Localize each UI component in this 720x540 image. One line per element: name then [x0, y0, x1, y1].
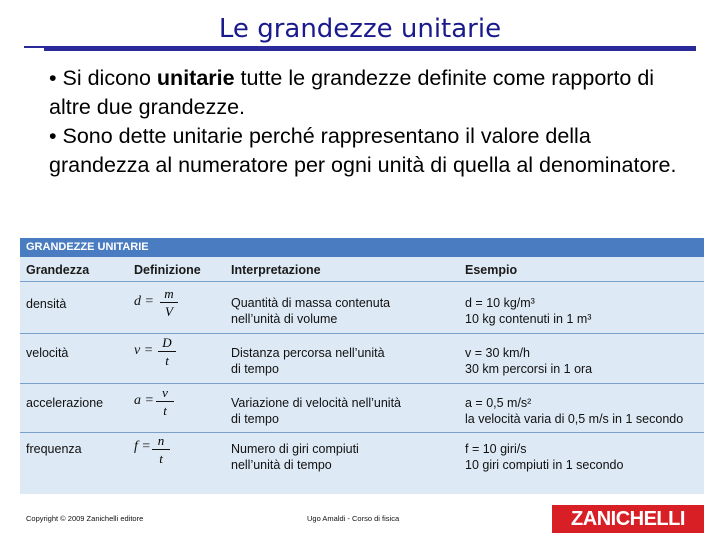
unit-quantities-table — [20, 238, 704, 494]
row-accelerazione-example-line1: a = 0,5 m/s² — [465, 396, 532, 410]
row-divider — [20, 383, 704, 384]
row-densita-denominator: V — [165, 304, 173, 319]
row-frequenza-lhs: f = — [134, 439, 151, 454]
row-accelerazione-example-line2: la velocità varia di 0,5 m/s in 1 secondo — [465, 412, 684, 426]
row-accelerazione-interp-line2: di tempo — [231, 412, 279, 426]
bullet-1-text: • Si dicono — [49, 66, 157, 90]
page-title: Le grandezze unitarie — [218, 14, 502, 44]
row-divider — [20, 432, 704, 433]
row-accelerazione-interp-line1: Variazione di velocità nell’unità — [231, 396, 402, 410]
bullet-item-1 — [49, 64, 689, 122]
row-accelerazione-interp — [231, 395, 401, 427]
title-underline — [44, 46, 696, 51]
row-frequenza-fraction — [152, 433, 170, 466]
fraction-bar — [152, 449, 170, 450]
row-frequenza-interp — [231, 441, 359, 473]
row-frequenza-denominator: t — [159, 451, 163, 466]
bullet-1-bold: unitarie — [156, 66, 235, 90]
row-velocita-name: velocità — [26, 346, 69, 360]
header-definizione: Definizione — [134, 263, 201, 277]
fraction-bar — [160, 302, 178, 303]
footer-copyright: Copyright © 2009 Zanichelli editore — [26, 514, 144, 523]
bullet-2-text: • Sono dette unitarie perché rappresentano il valore della grandezza al numeratore per ogni unità di quella al denominatore. — [49, 124, 677, 177]
row-velocita-interp-line2: di tempo — [231, 362, 279, 376]
row-frequenza-example-line2: 10 giri compiuti in 1 secondo — [465, 458, 624, 472]
row-densita-interp-line2: nell’unità di volume — [231, 312, 338, 326]
header-divider — [20, 281, 704, 282]
row-densita-lhs: d = — [134, 294, 154, 309]
row-densita-name: densità — [26, 297, 67, 311]
row-frequenza-numerator: n — [157, 433, 165, 448]
row-velocita-example-line1: v = 30 km/h — [465, 346, 530, 360]
row-velocita-example-line2: 30 km percorsi in 1 ora — [465, 362, 593, 376]
row-densita-example-line1: d = 10 kg/m³ — [465, 296, 535, 310]
row-velocita-fraction — [158, 335, 176, 368]
row-frequenza-interp-line1: Numero di giri compiuti — [231, 442, 359, 456]
row-densita-fraction — [160, 286, 178, 319]
zanichelli-logo: ZANICHELLI — [552, 505, 704, 533]
bullet-list — [49, 64, 689, 180]
fraction-bar — [156, 401, 174, 402]
row-accelerazione-denominator: t — [163, 403, 167, 418]
bullet-item-2 — [49, 122, 689, 180]
footer-author: Ugo Amaldi - Corso di fisica — [307, 514, 400, 523]
row-densita-example — [465, 295, 591, 327]
row-frequenza-example — [465, 441, 623, 473]
row-velocita-numerator: D — [162, 335, 172, 350]
row-velocita-lhs: v = — [134, 343, 154, 358]
bullet-1-suffix: tutte le grandezze definite come rapporto di altre due grandezze. — [49, 66, 655, 119]
row-velocita-example — [465, 345, 592, 377]
fraction-bar — [158, 351, 176, 352]
row-accelerazione-fraction — [156, 385, 174, 418]
row-accelerazione-example — [465, 395, 683, 427]
table-title-bar — [20, 238, 704, 257]
row-accelerazione-lhs: a = — [134, 393, 154, 408]
row-velocita-interp — [231, 345, 385, 377]
row-accelerazione-numerator: v — [162, 385, 168, 400]
row-frequenza-interp-line2: nell’unità di tempo — [231, 458, 332, 472]
row-frequenza-example-line1: f = 10 giri/s — [465, 442, 527, 456]
row-velocita-denominator: t — [165, 353, 169, 368]
row-densita-interp-line1: Quantità di massa contenuta — [231, 296, 391, 310]
header-esempio: Esempio — [465, 263, 518, 277]
row-frequenza-name: frequenza — [26, 442, 82, 456]
header-grandezza: Grandezza — [26, 263, 90, 277]
title-underline-left — [24, 46, 46, 48]
header-interpretazione: Interpretazione — [231, 263, 321, 277]
row-velocita-interp-line1: Distanza percorsa nell’unità — [231, 346, 385, 360]
row-densita-interp — [231, 295, 390, 327]
row-densita-example-line2: 10 kg contenuti in 1 m³ — [465, 312, 592, 326]
row-accelerazione-name: accelerazione — [26, 396, 104, 410]
row-divider — [20, 333, 704, 334]
row-densita-numerator: m — [164, 286, 174, 301]
table-title: GRANDEZZE UNITARIE — [26, 241, 149, 253]
